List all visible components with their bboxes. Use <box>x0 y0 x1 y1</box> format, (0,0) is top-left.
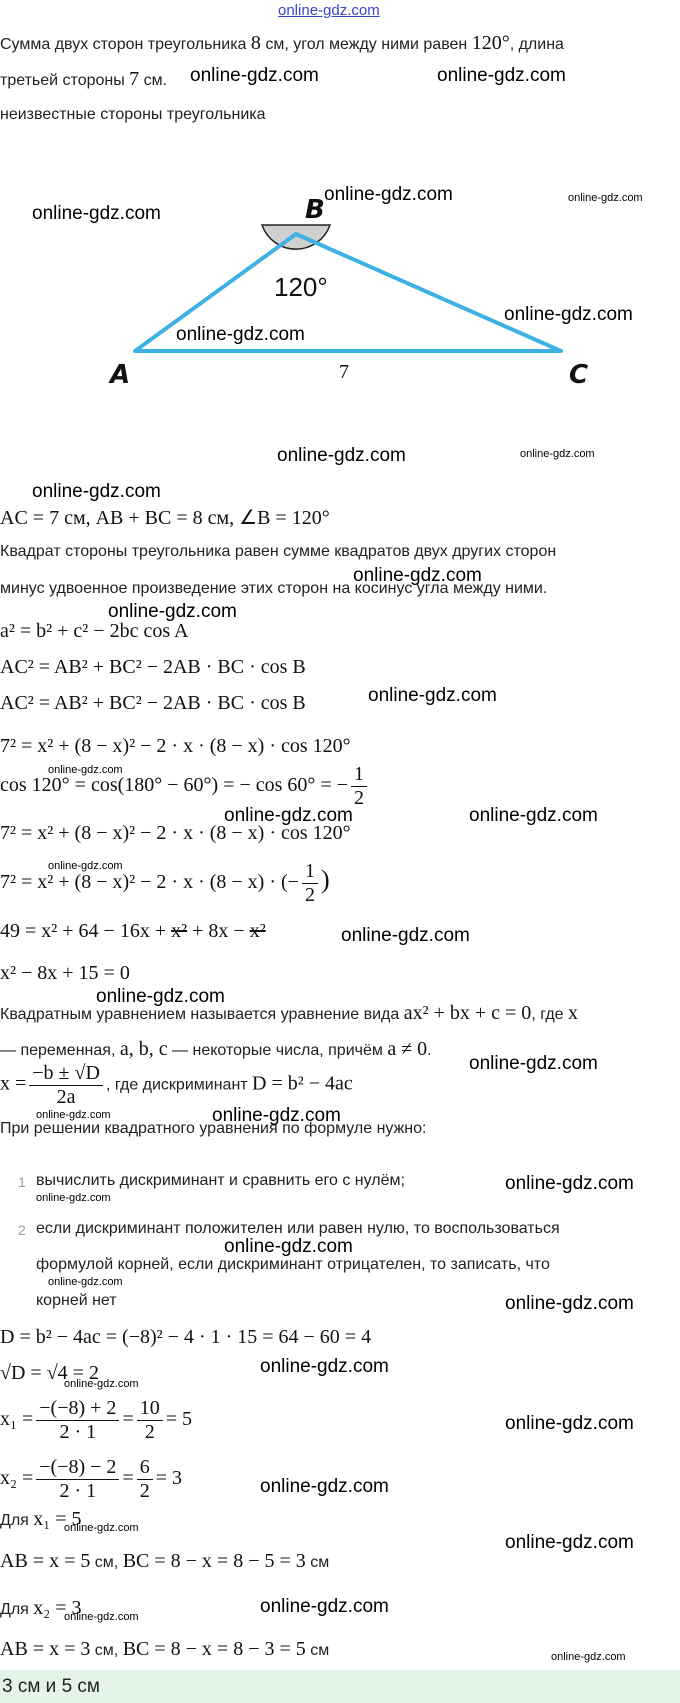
case-text: см, <box>90 1554 123 1571</box>
formula-text: 49 = x² + 64 − 16x + <box>0 920 172 942</box>
fraction-denominator: 2 <box>139 1480 150 1502</box>
watermark: online-gdz.com <box>341 925 470 946</box>
watermark: online-gdz.com <box>176 324 305 345</box>
problem-value: 7 <box>129 68 140 90</box>
case-formula: BC = 8 − x = 8 − 3 = 5 <box>122 1638 306 1660</box>
watermark: online-gdz.com <box>324 184 453 205</box>
formula-text: + 8x − <box>187 920 250 942</box>
watermark: online-gdz.com <box>368 685 497 706</box>
formula-text: 7² = x² + (8 − x)² − 2 · x · (8 − x) · (− <box>0 871 299 894</box>
case1-result <box>0 1550 329 1573</box>
list-item-text: если дискриминант положителен или равен нулю, то воспользоваться <box>36 1220 560 1237</box>
watermark-small: online-gdz.com <box>48 860 123 872</box>
problem-text: см. <box>139 72 168 89</box>
root-x2 <box>0 1456 182 1503</box>
watermark-small: online-gdz.com <box>64 1522 139 1534</box>
fraction-denominator: 2 <box>144 1421 155 1443</box>
fraction-denominator: 2a <box>56 1086 76 1108</box>
list-item-text: вычислить дискриминант и сравнить его с нулём; <box>36 1172 405 1189</box>
case-formula: AB = x = 5 <box>0 1550 91 1572</box>
formula-text: cos 120° = cos(180° − 60°) = − cos 60° = − <box>0 774 348 797</box>
watermark: online-gdz.com <box>469 1053 598 1074</box>
watermark-small: online-gdz.com <box>36 1192 111 1204</box>
problem-value: 8 <box>250 32 261 54</box>
fraction-denominator: 2 <box>304 884 315 906</box>
watermark: online-gdz.com <box>32 481 161 502</box>
case-text: см <box>305 1554 330 1571</box>
list-item-text: корней нет <box>36 1292 117 1309</box>
root-left: x₁ = <box>0 1408 34 1431</box>
problem-text: см, угол между ними равен <box>260 36 472 53</box>
root-fraction <box>137 1456 153 1503</box>
definition-formula: ax² + bx + c = 0 <box>403 1002 532 1024</box>
watermark: online-gdz.com <box>190 65 319 86</box>
case-formula: x₁ = 5 <box>33 1508 82 1530</box>
problem-value: 120° <box>471 32 510 54</box>
root-x1 <box>0 1397 192 1444</box>
watermark: online-gdz.com <box>96 986 225 1007</box>
angle-label: 120° <box>274 272 328 302</box>
watermark: online-gdz.com <box>505 1413 634 1434</box>
case-text: Для <box>0 1512 34 1529</box>
discriminant-formula: D = b² − 4ac <box>252 1072 353 1095</box>
formula-cosine-ac-repeat: AC² = AB² + BC² − 2AB · BC · cos B <box>0 692 306 714</box>
given-line: AC = 7 см, AB + BC = 8 см, ∠B = 120° <box>0 507 330 529</box>
fraction-numerator: −(−8) − 2 <box>36 1456 119 1480</box>
watermark-small: online-gdz.com <box>64 1611 139 1623</box>
case2-result <box>0 1638 329 1661</box>
watermark: online-gdz.com <box>469 805 598 826</box>
fraction-numerator: 10 <box>137 1397 163 1421</box>
formula-quadratic: x² − 8x + 15 = 0 <box>0 962 130 984</box>
answer-bar <box>0 1670 680 1703</box>
cosine-rule-line-2: минус удвоенное произведение этих сторон на косинус угла между ними. <box>0 580 548 597</box>
definition-formula: a ≠ 0 <box>387 1038 428 1060</box>
fraction-numerator: −b ± √D <box>29 1062 103 1086</box>
fraction-numerator: 1 <box>302 860 318 884</box>
watermark: online-gdz.com <box>505 1532 634 1553</box>
quad-definition-line-2 <box>0 1038 432 1061</box>
fraction-denominator: 2 <box>353 787 364 809</box>
vertex-a-label: A <box>110 360 131 390</box>
watermark: online-gdz.com <box>505 1293 634 1314</box>
definition-text: — переменная, <box>0 1042 120 1059</box>
watermark: online-gdz.com <box>260 1596 389 1617</box>
watermark-small: online-gdz.com <box>520 448 595 460</box>
list-item-text: формулой корней, если дискриминант отрицателен, то записать, что <box>36 1256 550 1273</box>
cancelled-term: x² <box>249 920 266 942</box>
watermark: online-gdz.com <box>260 1356 389 1377</box>
definition-text: , где <box>531 1006 568 1023</box>
formula-substitution: 7² = x² + (8 − x)² − 2 · x · (8 − x) · cos 120° <box>0 735 351 757</box>
watermark-small: online-gdz.com <box>64 1378 139 1390</box>
fraction-denominator: 2 · 1 <box>59 1480 97 1502</box>
problem-text: третьей стороны <box>0 72 130 89</box>
case-text: см <box>305 1642 330 1659</box>
definition-variable: x <box>568 1002 578 1024</box>
definition-text: Квадратным уравнением называется уравнение вида <box>0 1006 404 1023</box>
procedure-intro: При решении квадратного уравнения по формуле нужно: <box>0 1120 427 1137</box>
problem-line-3: неизвестные стороны треугольника <box>0 106 266 123</box>
formula-substitution-repeat: 7² = x² + (8 − x)² − 2 · x · (8 − x) · cos 120° <box>0 822 351 844</box>
case-text: Для <box>0 1601 34 1618</box>
watermark-small: online-gdz.com <box>551 1651 626 1663</box>
site-header-link[interactable]: online-gdz.com <box>278 2 380 19</box>
problem-text: , длина <box>509 36 564 53</box>
formula-expanded <box>0 920 266 943</box>
formula-text: ) <box>320 865 330 895</box>
watermark-small: online-gdz.com <box>568 192 643 204</box>
fraction-numerator: 1 <box>351 763 367 787</box>
cancelled-term: x² <box>171 920 188 942</box>
watermark: online-gdz.com <box>260 1476 389 1497</box>
vertex-b-label: B <box>305 195 325 225</box>
case-formula: BC = 8 − x = 8 − 5 = 3 <box>122 1550 306 1572</box>
side-ac-label: 7 <box>339 361 349 383</box>
cosine-rule-line-1: Квадрат стороны треугольника равен сумме квадратов двух других сторон <box>0 543 557 560</box>
roots-fraction <box>29 1062 103 1109</box>
discriminant-calc: D = b² − 4ac = (−8)² − 4 · 1 · 15 = 64 − 60 = 4 <box>0 1326 372 1348</box>
roots-formula <box>0 1062 353 1109</box>
root-result: = 3 <box>155 1467 182 1490</box>
definition-text: — некоторые числа, причём <box>167 1042 388 1059</box>
fraction-numerator: −(−8) + 2 <box>36 1397 119 1421</box>
fraction-half <box>302 860 318 907</box>
root-left: x₂ = <box>0 1467 34 1490</box>
sqrt-discriminant: √D = √4 = 2 <box>0 1362 99 1384</box>
problem-line-1 <box>0 32 564 55</box>
fraction-half <box>351 763 367 810</box>
case-formula: x₂ = 3 <box>33 1597 82 1619</box>
watermark: online-gdz.com <box>437 65 566 86</box>
watermark-small: online-gdz.com <box>48 764 123 776</box>
answer-text: 3 см и 5 см <box>2 1676 100 1697</box>
problem-line-2 <box>0 68 167 91</box>
root-fraction <box>137 1397 163 1444</box>
root-fraction <box>36 1456 119 1503</box>
watermark: online-gdz.com <box>212 1105 341 1126</box>
case-formula: AB = x = 3 <box>0 1638 91 1660</box>
watermark-small: online-gdz.com <box>36 1109 111 1121</box>
list-item-number: 2 <box>18 1222 26 1238</box>
case-text: см, <box>90 1642 123 1659</box>
root-fraction <box>36 1397 119 1444</box>
equals-sign: = <box>122 1467 134 1490</box>
watermark: online-gdz.com <box>224 805 353 826</box>
vertex-c-label: C <box>569 360 589 390</box>
watermark: online-gdz.com <box>277 445 406 466</box>
roots-left: x = <box>0 1072 27 1095</box>
list-item-number: 1 <box>18 1174 26 1190</box>
definition-formula: a, b, c <box>119 1038 168 1060</box>
root-result: = 5 <box>165 1408 192 1431</box>
watermark-small: online-gdz.com <box>48 1276 123 1288</box>
watermark: online-gdz.com <box>504 304 633 325</box>
watermark: online-gdz.com <box>32 203 161 224</box>
formula-cosine-ac: AC² = AB² + BC² − 2AB · BC · cos B <box>0 656 306 678</box>
problem-text: Сумма двух сторон треугольника <box>0 36 251 53</box>
quad-definition-line-1 <box>0 1002 578 1025</box>
fraction-denominator: 2 · 1 <box>59 1421 97 1443</box>
watermark: online-gdz.com <box>108 601 237 622</box>
equals-sign: = <box>122 1408 134 1431</box>
watermark: online-gdz.com <box>353 565 482 586</box>
roots-text: , где дискриминант <box>105 1076 253 1094</box>
formula-cosine-general: a² = b² + c² − 2bc cos A <box>0 620 189 642</box>
fraction-numerator: 6 <box>137 1456 153 1480</box>
watermark: online-gdz.com <box>505 1173 634 1194</box>
definition-text: . <box>427 1042 432 1059</box>
watermark: online-gdz.com <box>224 1236 353 1257</box>
